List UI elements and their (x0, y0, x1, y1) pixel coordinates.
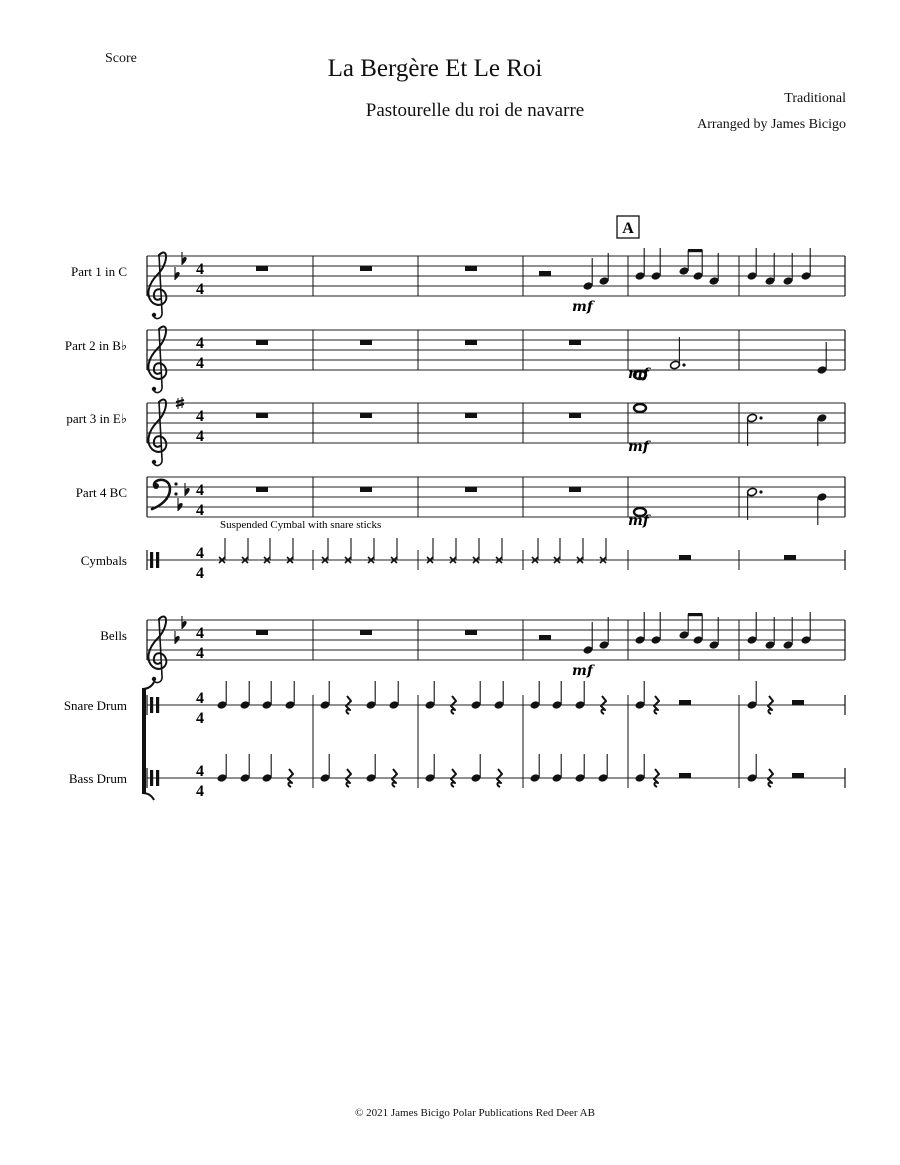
whole-rest (360, 487, 372, 492)
time-signature-top: 4 (196, 625, 204, 642)
whole-rest (360, 413, 372, 418)
instrument-name: Part 2 in B♭ (64, 338, 127, 353)
whole-rest (256, 266, 268, 271)
whole-rest (360, 630, 372, 635)
dynamic-marking: mf (628, 366, 649, 382)
time-signature-bottom: 4 (196, 710, 204, 727)
whole-note (634, 404, 646, 412)
time-signature-bottom: 4 (196, 281, 204, 298)
whole-rest (465, 266, 477, 271)
time-signature-bottom: 4 (196, 355, 204, 372)
time-signature-top: 4 (196, 335, 204, 352)
whole-rest (569, 487, 581, 492)
cymbal-instruction: Suspended Cymbal with snare sticks (220, 519, 382, 531)
time-signature-bottom: 4 (196, 783, 204, 800)
flat-icon (185, 483, 190, 496)
half-rest (792, 773, 804, 778)
dynamic-marking: mf (628, 439, 649, 455)
whole-rest (360, 266, 372, 271)
half-rest (539, 271, 551, 276)
dynamic-marking: mf (628, 513, 649, 529)
copyright-text: © 2021 James Bicigo Polar Publications Red Deer AB (355, 1107, 595, 1119)
half-rest (539, 635, 551, 640)
time-signature-top: 4 (196, 261, 204, 278)
flat-icon (182, 616, 187, 629)
arranger-credit: Arranged by James Bicigo (697, 117, 846, 132)
half-note (747, 413, 758, 423)
copyright-footer (0, 1107, 900, 1119)
whole-rest (679, 555, 691, 560)
dynamic-marking: mf (572, 663, 593, 679)
instrument-name: Bells (100, 628, 127, 643)
half-rest (679, 773, 691, 778)
whole-rest (256, 487, 268, 492)
instrument-name: Part 1 in C (71, 264, 127, 279)
half-rest (679, 700, 691, 705)
half-note (747, 487, 758, 497)
rehearsal-mark-a (617, 216, 639, 238)
staff-snare-drum (64, 681, 845, 778)
flat-icon (182, 252, 187, 265)
time-signature-bottom: 4 (196, 502, 204, 519)
flat-icon (175, 631, 180, 644)
whole-rest (784, 555, 796, 560)
time-signature-top: 4 (196, 763, 204, 780)
instrument-name: Snare Drum (63, 698, 127, 713)
instrument-name: part 3 in E♭ (66, 411, 127, 426)
flat-icon (175, 267, 180, 280)
dynamic-marking: mf (572, 299, 593, 315)
instrument-name: Cymbals (80, 553, 127, 568)
time-signature-bottom: 4 (196, 645, 204, 662)
staff-bass-drum (69, 754, 845, 800)
instrument-name: Part 4 BC (75, 485, 127, 500)
half-note (670, 360, 681, 370)
half-rest (792, 700, 804, 705)
staff-cymbals (81, 538, 845, 582)
time-signature-top: 4 (196, 690, 204, 707)
staff-part-1-in-c (71, 248, 845, 319)
whole-rest (465, 630, 477, 635)
whole-rest (256, 413, 268, 418)
staves-layer (64, 248, 845, 800)
whole-rest (256, 630, 268, 635)
whole-rest (465, 487, 477, 492)
staff-part-4-bc (76, 477, 845, 529)
score-subtitle-text: Pastourelle du roi de navarre (365, 100, 585, 121)
rehearsal-mark-label: A (622, 220, 634, 237)
whole-rest (360, 340, 372, 345)
time-signature-top: 4 (196, 408, 204, 425)
whole-rest (569, 340, 581, 345)
flat-icon (178, 498, 183, 511)
staff-bells (100, 612, 845, 683)
bass-clef-icon (152, 480, 178, 509)
instrument-name: Bass Drum (68, 771, 127, 786)
whole-rest (256, 340, 268, 345)
score-label: Score (105, 51, 137, 66)
composer-credit: Traditional (784, 91, 846, 106)
whole-rest (569, 413, 581, 418)
staff-part-3-in-e- (66, 397, 845, 466)
staff-part-2-in-b- (65, 327, 845, 393)
time-signature-top: 4 (196, 545, 204, 562)
whole-rest (465, 340, 477, 345)
time-signature-bottom: 4 (196, 565, 204, 582)
time-signature-top: 4 (196, 482, 204, 499)
time-signature-bottom: 4 (196, 428, 204, 445)
whole-rest (465, 413, 477, 418)
score-title-text: La Bergère Et Le Roi (327, 55, 543, 82)
